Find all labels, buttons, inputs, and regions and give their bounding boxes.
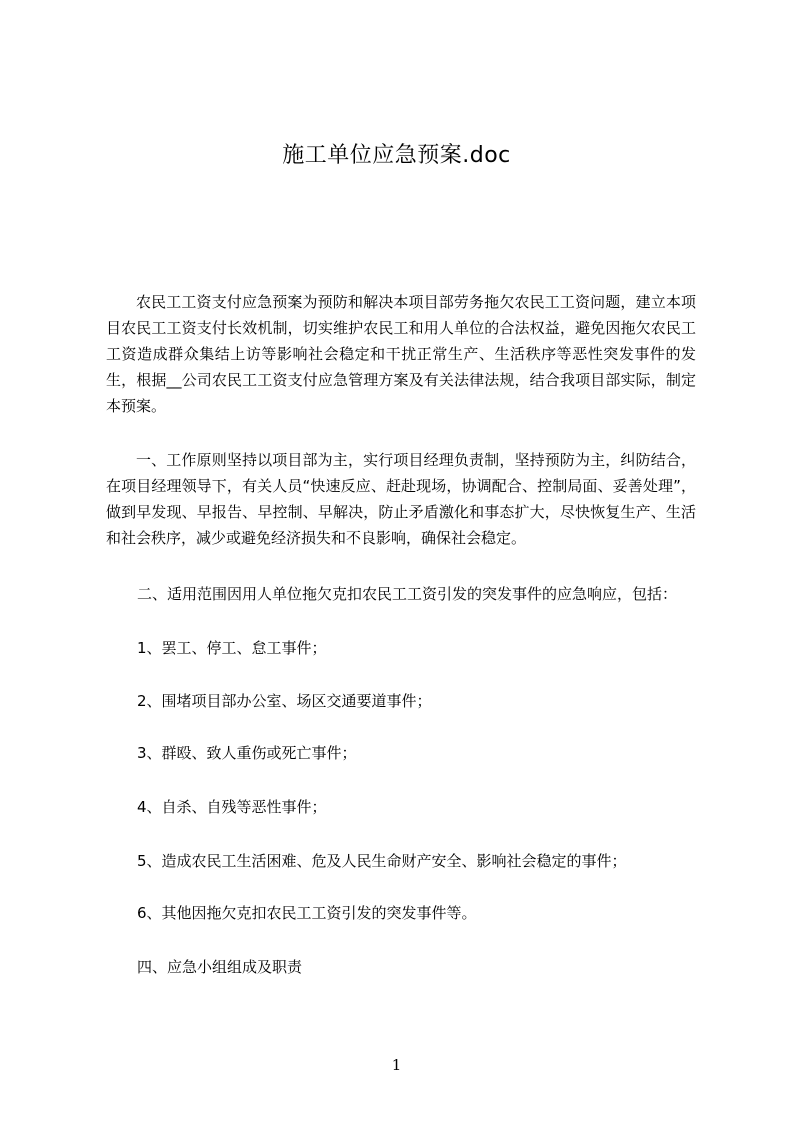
scope-heading: 二、适用范围因用人单位拖欠克扣农民工工资引发的突发事件的应急响应，包括： — [137, 585, 678, 603]
list-item: 1、罢工、停工、怠工事件； — [137, 639, 327, 657]
list-item: 4、自杀、自残等恶性事件； — [137, 798, 327, 816]
section-heading: 四、应急小组组成及职责 — [137, 958, 303, 976]
list-item: 5、造成农民工生活困难、危及人民生命财产安全、影响社会稳定的事件； — [137, 852, 627, 870]
page-number: 1 — [391, 1056, 402, 1074]
document-title: 施工单位应急预案.doc — [282, 143, 511, 168]
list-item: 2、围堵项目部办公室、场区交通要道事件； — [137, 692, 432, 710]
list-item: 3、群殴、致人重伤或死亡事件； — [137, 744, 357, 762]
intro-paragraph: 农民工工资支付应急预案为预防和解决本项目部劳务拖欠农民工工资问题，建立本项目农民工工资支付长效机制，切实维护农民工和用人单位的合法权益，避免因拖欠农民工工资造成群众集结上访等影响社会稳定和干扰正常生产、生活秩序等恶性突发事件的发生，根据__公司农民工工资支付应急管理方案及有关法律法规，结合我项目部实际，制定本预案。 — [106, 293, 696, 415]
principle-paragraph: 一、工作原则坚持以项目部为主，实行项目经理负责制，坚持预防为主，纠防结合，在项目经理领导下，有关人员“快速反应、赶赴现场，协调配合、控制局面、妥善处理”，做到早发现、早报告、早控制、早解决，防止矛盾激化和事态扩大，尽快恢复生产、生活和社会秩序，减少或避免经济损失和不良影响，确保社会稳定。 — [106, 451, 696, 547]
list-item: 6、其他因拖欠克扣农民工工资引发的突发事件等。 — [137, 904, 477, 922]
